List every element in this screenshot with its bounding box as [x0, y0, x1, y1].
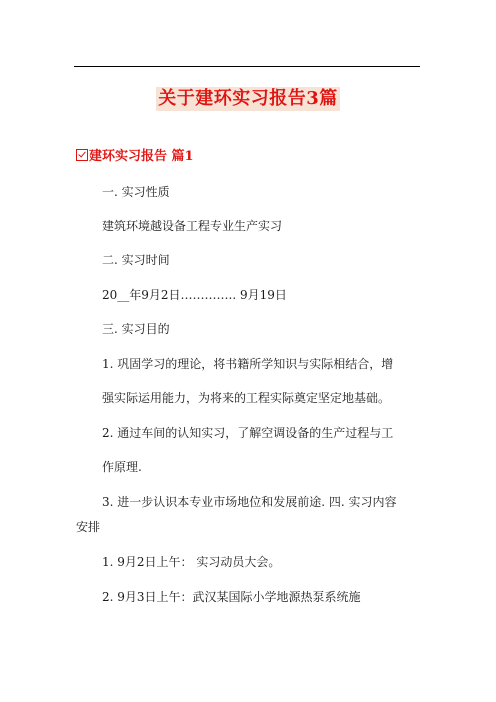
body-line: 安排	[76, 520, 101, 534]
section-heading	[76, 147, 194, 167]
body-line: 3. 进一步认识本专业市场地位和发展前途. 四. 实习内容	[102, 495, 397, 509]
body-line: 二. 实习时间	[102, 253, 170, 267]
document-title: 关于建环实习报告3篇	[158, 88, 338, 109]
section-heading-text: 建环实习报告 篇1	[89, 149, 194, 164]
body-line: 1. 巩固学习的理论，将书籍所学知识与实际相结合，增	[102, 357, 394, 371]
body-line: 强实际运用能力，为将来的工程实际奠定坚定地基础。	[102, 391, 391, 405]
document-title-wrap	[0, 87, 496, 111]
body-line: 2. 通过车间的认知实习，了解空调设备的生产过程与工	[102, 426, 394, 440]
body-line: 一. 实习性质	[102, 185, 170, 199]
body-line: 三. 实习目的	[102, 322, 170, 336]
body-line: 1. 9月2日上午： 实习动员大会。	[102, 555, 281, 569]
header-rule	[74, 66, 420, 67]
body-line: 20__年9月2日………….. 9月19日	[102, 288, 287, 302]
body-line: 2. 9月3日上午：武汉某国际小学地源热泵系统施	[102, 590, 361, 604]
checkbox-icon	[76, 149, 88, 161]
body-line: 作原理.	[102, 460, 142, 474]
body-line: 建筑环境越设备工程专业生产实习	[102, 219, 283, 233]
